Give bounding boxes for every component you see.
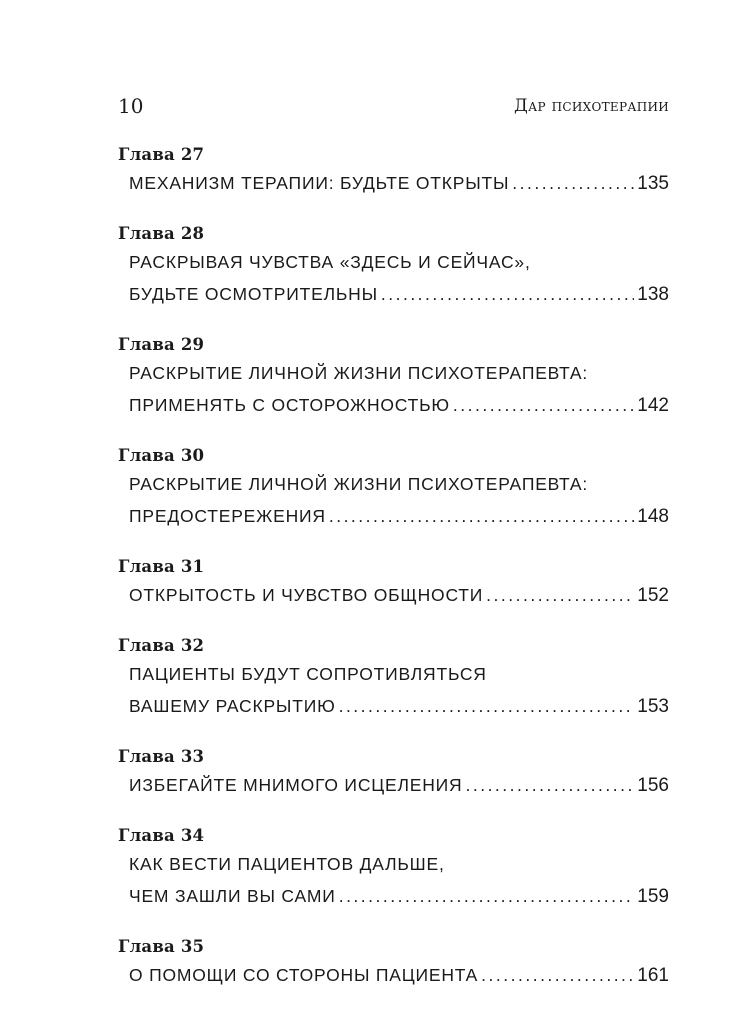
chapter-title-line bbox=[118, 357, 669, 389]
chapter-label: Глава 33 bbox=[118, 747, 205, 766]
chapter-title-text: РАСКРЫТИЕ ЛИЧНОЙ ЖИЗНИ ПСИХОТЕРАПЕВТА: bbox=[129, 363, 589, 383]
dot-leader bbox=[512, 167, 634, 199]
page-reference: 159 bbox=[637, 886, 669, 907]
chapter-label: Глава 30 bbox=[118, 446, 205, 465]
toc-entry bbox=[118, 443, 669, 532]
chapter-title-text: ОТКРЫТОСТЬ И ЧУВСТВО ОБЩНОСТИ bbox=[129, 585, 484, 605]
chapter-title-text: ПРИМЕНЯТЬ С ОСТОРОЖНОСТЬЮ bbox=[129, 395, 450, 415]
dot-leader bbox=[465, 769, 634, 801]
dot-leader bbox=[339, 880, 635, 912]
chapter-title-text: КАК ВЕСТИ ПАЦИЕНТОВ ДАЛЬШЕ, bbox=[129, 854, 445, 874]
chapter-title-line bbox=[118, 246, 669, 278]
chapter-title-line bbox=[118, 500, 669, 532]
chapter-title-text: МЕХАНИЗМ ТЕРАПИИ: БУДЬТЕ ОТКРЫТЫ bbox=[129, 173, 510, 193]
dot-leader bbox=[486, 579, 634, 611]
chapter-title-text: ВАШЕМУ РАСКРЫТИЮ bbox=[129, 696, 336, 716]
dot-leader bbox=[339, 690, 635, 722]
chapter-title-line bbox=[118, 389, 669, 421]
page-reference: 161 bbox=[637, 965, 669, 986]
page-reference: 156 bbox=[637, 775, 669, 796]
chapter-label: Глава 31 bbox=[118, 557, 205, 576]
dot-leader bbox=[481, 959, 634, 991]
dot-leader bbox=[381, 278, 634, 310]
toc-entry bbox=[118, 823, 669, 912]
chapter-title-line bbox=[118, 848, 669, 880]
toc-entry bbox=[118, 744, 669, 801]
chapter-title-line bbox=[118, 880, 669, 912]
chapter-title-line bbox=[118, 769, 669, 801]
dot-leader bbox=[329, 500, 634, 532]
toc-entry bbox=[118, 332, 669, 421]
toc-entry bbox=[118, 633, 669, 722]
chapter-title-text: ПАЦИЕНТЫ БУДУТ СОПРОТИВЛЯТЬСЯ bbox=[129, 664, 487, 684]
chapter-title-text: ИЗБЕГАЙТЕ МНИМОГО ИСЦЕЛЕНИЯ bbox=[129, 775, 463, 795]
page-reference: 135 bbox=[637, 173, 669, 194]
chapter-label: Глава 27 bbox=[118, 145, 205, 164]
chapter-title-text: О ПОМОЩИ СО СТОРОНЫ ПАЦИЕНТА bbox=[129, 965, 479, 985]
toc-entry bbox=[118, 934, 669, 991]
page-number: 10 bbox=[118, 94, 144, 118]
chapter-label: Глава 32 bbox=[118, 636, 205, 655]
toc-entry bbox=[118, 142, 669, 199]
chapter-title-line bbox=[118, 579, 669, 611]
chapter-title-line bbox=[118, 658, 669, 690]
dot-leader bbox=[453, 389, 634, 421]
chapter-label: Глава 28 bbox=[118, 224, 205, 243]
chapter-title-text: БУДЬТЕ ОСМОТРИТЕЛЬНЫ bbox=[129, 284, 378, 304]
chapter-label: Глава 35 bbox=[118, 937, 205, 956]
page-header bbox=[118, 94, 669, 124]
chapter-title-line bbox=[118, 468, 669, 500]
chapter-title-text: ЧЕМ ЗАШЛИ ВЫ САМИ bbox=[129, 886, 336, 906]
chapter-label: Глава 29 bbox=[118, 335, 205, 354]
toc-entry bbox=[118, 221, 669, 310]
page-reference: 153 bbox=[637, 696, 669, 717]
running-title: Дар психотерапии bbox=[514, 96, 669, 116]
chapter-title-line bbox=[118, 278, 669, 310]
chapter-title-line bbox=[118, 690, 669, 722]
page-reference: 148 bbox=[637, 506, 669, 527]
page-reference: 138 bbox=[637, 284, 669, 305]
chapter-label: Глава 34 bbox=[118, 826, 205, 845]
page-reference: 142 bbox=[637, 395, 669, 416]
chapter-title-text: ПРЕДОСТЕРЕЖЕНИЯ bbox=[129, 506, 326, 526]
chapter-title-text: РАСКРЫТИЕ ЛИЧНОЙ ЖИЗНИ ПСИХОТЕРАПЕВТА: bbox=[129, 474, 589, 494]
page-reference: 152 bbox=[637, 585, 669, 606]
chapter-title-line bbox=[118, 959, 669, 991]
chapter-title-line bbox=[118, 167, 669, 199]
table-of-contents bbox=[118, 142, 669, 1013]
toc-entry bbox=[118, 554, 669, 611]
chapter-title-text: РАСКРЫВАЯ ЧУВСТВА «ЗДЕСЬ И СЕЙЧАС», bbox=[129, 252, 531, 272]
